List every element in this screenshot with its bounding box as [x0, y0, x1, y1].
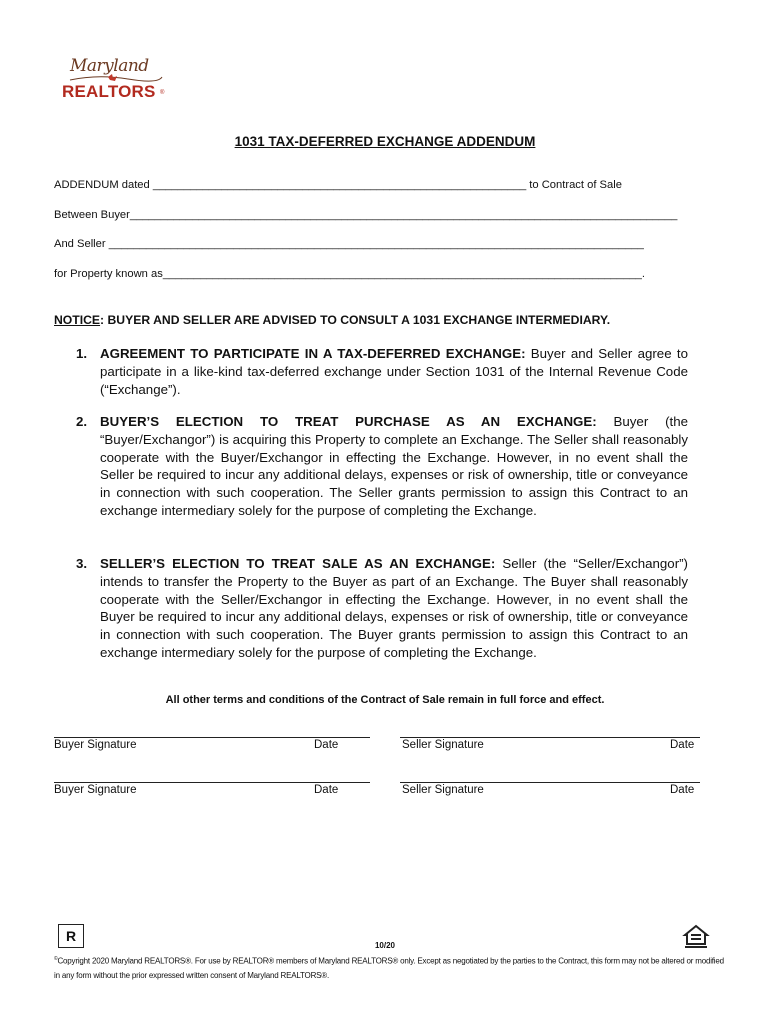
copyright-text: Copyright 2020 Maryland REALTORS®. For use by REALTOR® members of Maryland REALTORS® only. Except as negotiated by the parties to the Contract, this form may not be altered or modified in any form without the prior expressed written consent of Maryland REALTORS®. [54, 956, 724, 980]
date-label: Date [314, 784, 339, 796]
addendum-date-field[interactable]: ADDENDUM dated ____________________________________________________________ to Contract of Sale [54, 179, 622, 191]
date-label: Date [670, 784, 695, 796]
buyer-signature-line-2[interactable] [54, 782, 370, 783]
seller-signature-line-2[interactable] [400, 782, 700, 783]
buyer-signature-label: Buyer Signature [54, 739, 137, 751]
maryland-realtors-logo [62, 58, 166, 106]
clause-2 [76, 413, 688, 520]
notice [54, 313, 610, 327]
buyer-signature-label: Buyer Signature [54, 784, 137, 796]
buyer-field[interactable]: Between Buyer________________________________________________________________________________________ [54, 209, 678, 221]
date-label: Date [314, 739, 339, 751]
seller-signature-label: Seller Signature [402, 739, 484, 751]
clause-text: Buyer (the “Buyer/Exchangor”) is acquiring this Property to complete an Exchange. The Seller shall reasonably cooperate with the Buyer/Exchangor in effecting the Exchange. However, in no event shall the Seller be required to incur any additional delays, expenses or risk of ownership, title or conveyance in connection with such cooperation. The Seller grants permission to assign this Contract to an exchange intermediary solely for the purpose of completing the Exchange. [100, 414, 688, 518]
property-field[interactable]: for Property known as_____________________________________________________________________________. [54, 268, 646, 280]
clause-text: Buyer and Seller agree to participate in a like-kind tax-deferred exchange under Section 1031 of the Internal Revenue Code (“Exchange”). [100, 346, 688, 397]
buyer-signature-line-1[interactable] [54, 737, 370, 738]
logo-script: Maryland [70, 56, 149, 76]
clause-3 [76, 555, 688, 662]
seller-signature-label: Seller Signature [402, 784, 484, 796]
form-version: 10/20 [374, 941, 396, 950]
clause-1 [76, 345, 688, 398]
clause-number: 3. [76, 556, 88, 571]
seller-signature-line-1[interactable] [400, 737, 700, 738]
document-title: 1031 TAX-DEFERRED EXCHANGE ADDENDUM [234, 134, 536, 149]
clause-text: Seller (the “Seller/Exchangor”) intends to transfer the Property to the Buyer as part of an Exchange. The Buyer shall reasonably cooperate with the Seller/Exchangor in effecting the Exchange. However, in no event shall the Buyer be required to incur any additional delays, expenses or risk of ownership, title or conveyance in connection with such cooperation. The Buyer grants permission to assign this Contract to an exchange intermediary solely for the purpose of completing the Exchange. [100, 556, 688, 660]
copyright-notice [54, 952, 724, 983]
date-label: Date [670, 739, 695, 751]
copyright-mark: © [54, 956, 58, 962]
logo-registered-mark: ® [160, 90, 165, 96]
clause-heading: AGREEMENT TO PARTICIPATE IN A TAX-DEFERRED EXCHANGE: [100, 346, 526, 361]
logo-realtors: REALTORS [62, 82, 156, 101]
seller-field[interactable]: And Seller ______________________________________________________________________________________ [54, 238, 644, 250]
closing-statement: All other terms and conditions of the Contract of Sale remain in full force and effect. [165, 694, 605, 706]
clause-number: 1. [76, 346, 88, 361]
clause-number: 2. [76, 414, 88, 429]
clause-heading: SELLER’S ELECTION TO TREAT SALE AS AN EXCHANGE: [100, 556, 496, 571]
realtor-r-icon: R [58, 924, 84, 948]
notice-text: : BUYER AND SELLER ARE ADVISED TO CONSULT A 1031 EXCHANGE INTERMEDIARY. [100, 313, 611, 327]
notice-label: NOTICE [54, 313, 101, 327]
clause-heading: BUYER’S ELECTION TO TREAT PURCHASE AS AN EXCHANGE: [100, 414, 597, 429]
